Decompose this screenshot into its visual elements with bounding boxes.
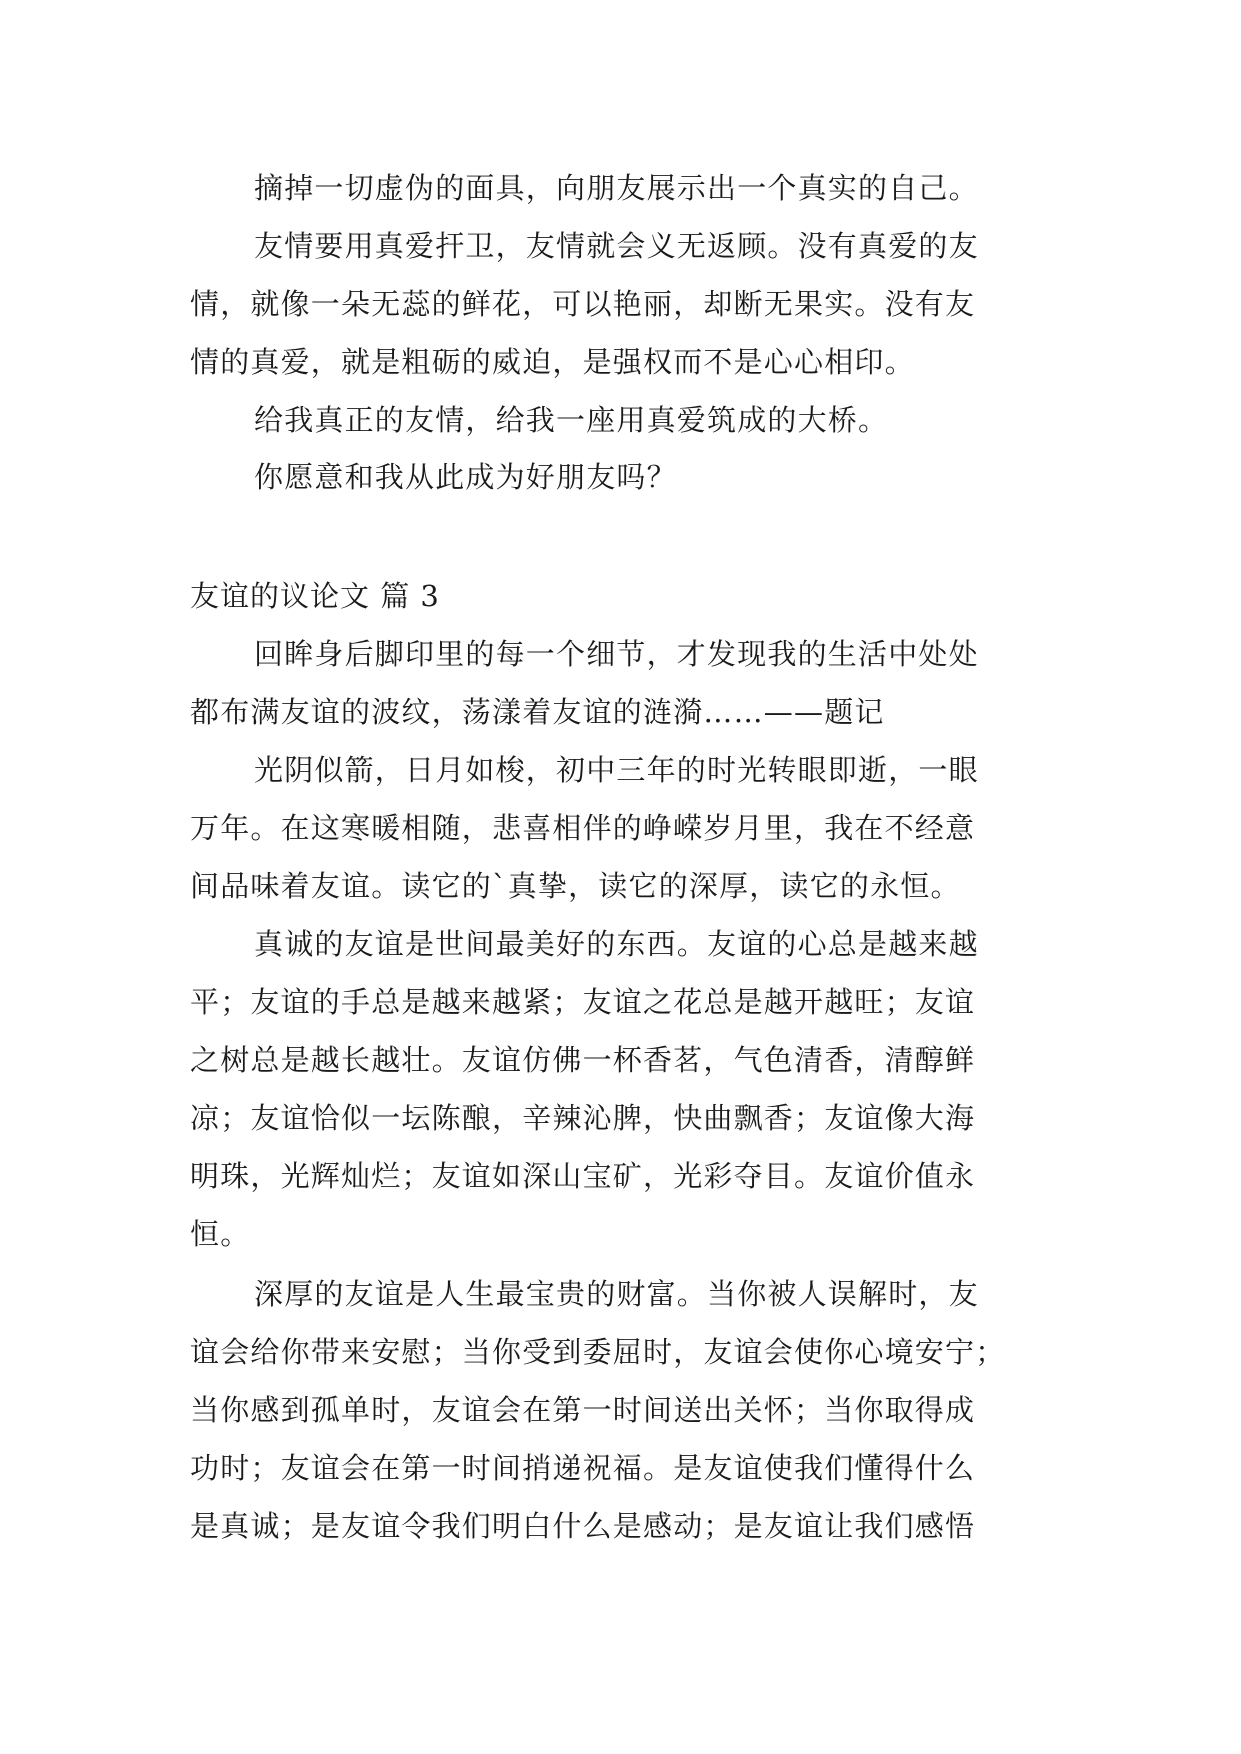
paragraph-line: 之树总是越长越壮。友谊仿佛一杯香茗，气色清香，清醇鲜 [190,1043,976,1077]
paragraph-line: 都布满友谊的波纹，荡漾着友谊的涟漪……——题记 [190,695,885,729]
paragraph-line: 是真诚；是友谊令我们明白什么是感动；是友谊让我们感悟 [190,1509,976,1543]
paragraph-line: 当你感到孤单时，友谊会在第一时间送出关怀；当你取得成 [190,1393,976,1427]
paragraph-line: 恒。 [190,1217,251,1251]
paragraph-line: 明珠，光辉灿烂；友谊如深山宝矿，光彩夺目。友谊价值永 [190,1159,976,1193]
section-heading: 友谊的议论文 篇 3 [190,579,440,613]
paragraph-line: 摘掉一切虚伪的面具，向朋友展示出一个真实的自己。 [254,171,979,205]
paragraph-line: 万年。在这寒暖相随，悲喜相伴的峥嵘岁月里，我在不经意 [190,811,976,845]
paragraph-line: 友情要用真爱扞卫，友情就会义无返顾。没有真爱的友 [254,229,979,263]
paragraph-line: 平；友谊的手总是越来越紧；友谊之花总是越开越旺；友谊 [190,985,976,1019]
paragraph-line: 间品味着友谊。读它的`真挚，读它的深厚，读它的永恒。 [190,869,961,903]
paragraph-line: 回眸身后脚印里的每一个细节，才发现我的生活中处处 [254,637,979,671]
paragraph-line: 真诚的友谊是世间最美好的东西。友谊的心总是越来越 [254,927,979,961]
paragraph-line: 深厚的友谊是人生最宝贵的财富。当你被人误解时，友 [254,1277,979,1311]
paragraph-line: 情的真爱，就是粗砺的威迫，是强权而不是心心相印。 [190,345,915,379]
paragraph-line: 情，就像一朵无蕊的鲜花，可以艳丽，却断无果实。没有友 [190,287,976,321]
paragraph-line: 功时；友谊会在第一时间捎递祝福。是友谊使我们懂得什么 [190,1451,976,1485]
paragraph-line: 谊会给你带来安慰；当你受到委屈时，友谊会使你心境安宁； [190,1335,1006,1369]
paragraph-line: 你愿意和我从此成为好朋友吗？ [254,460,677,494]
paragraph-line: 凉；友谊恰似一坛陈酿，辛辣沁脾，快曲飘香；友谊像大海 [190,1101,976,1135]
paragraph-line: 光阴似箭，日月如梭，初中三年的时光转眼即逝，一眼 [254,753,979,787]
paragraph-line: 给我真正的友情，给我一座用真爱筑成的大桥。 [254,403,889,437]
